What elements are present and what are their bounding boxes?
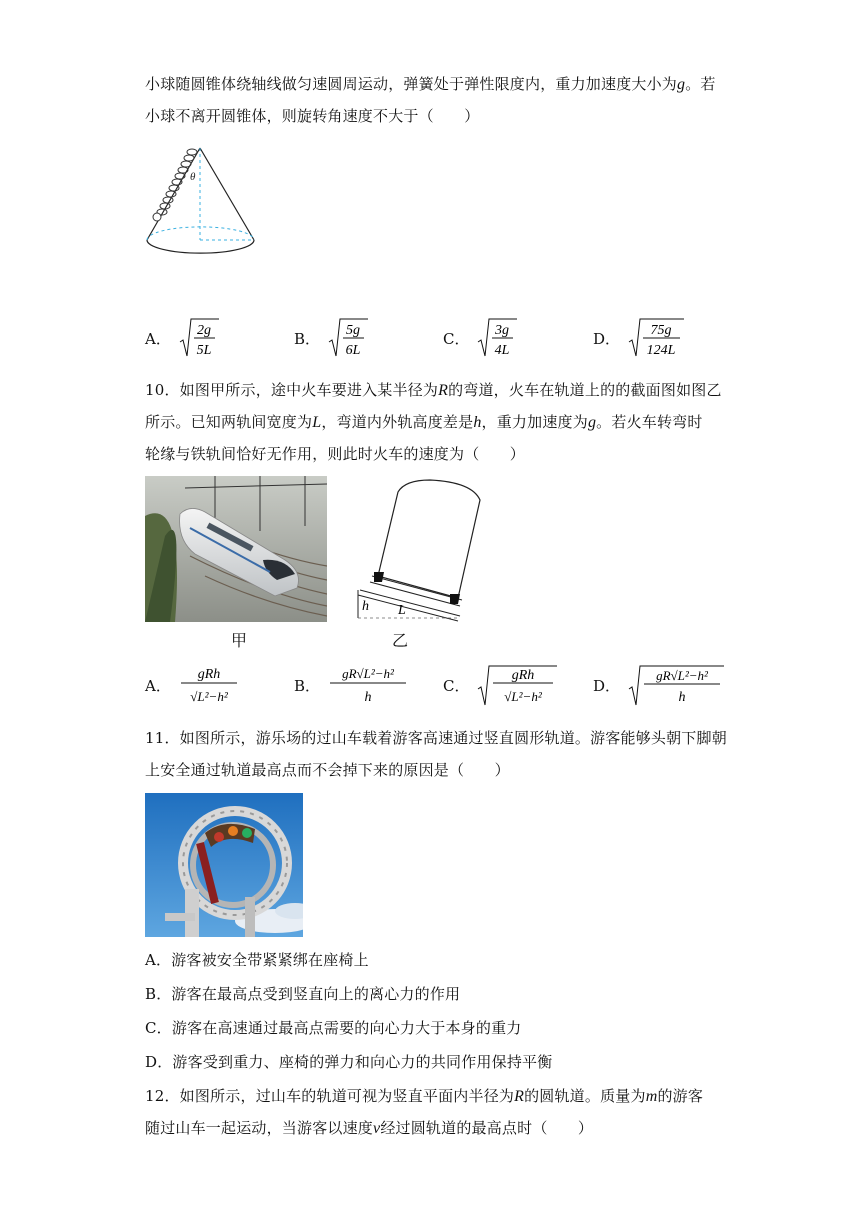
q9-stem-line1: 小球随圆锥体绕轴线做匀速圆周运动，弹簧处于弹性限度内，重力加速度大小为g。若 — [145, 75, 716, 93]
svg-text:75g: 75g — [650, 323, 672, 338]
roller-coaster-photo — [145, 793, 303, 937]
q11-stem-line2: 上安全通过轨道最高点而不会掉下来的原因是（ ） — [145, 761, 510, 779]
svg-text:4L: 4L — [495, 343, 510, 358]
svg-text:h: h — [364, 690, 372, 705]
q11-option-b[interactable]: B．游客在最高点受到竖直向上的离心力的作用 — [145, 985, 461, 1003]
q11-stem-line1: 11．如图所示，游乐场的过山车载着游客高速通过竖直圆形轨道。游客能够头朝下脚朝 — [145, 729, 727, 747]
q10-option-b[interactable]: B． gR√L²−h² h — [294, 666, 394, 705]
svg-text:gR√L²−h²: gR√L²−h² — [656, 668, 708, 683]
svg-text:124L: 124L — [646, 343, 676, 358]
h-label: h — [362, 599, 369, 614]
q10-stem-line1: 10．如图甲所示，途中火车要进入某半径为R的弯道，火车在轨道上的的截面图如图乙 — [145, 381, 722, 399]
L-label: L — [398, 603, 406, 618]
q12-stem-line2: 随过山车一起运动，当游客以速度v经过圆轨道的最高点时（ ） — [145, 1119, 594, 1137]
figure-label-yi: 乙 — [392, 631, 409, 650]
svg-text:√L²−h²: √L²−h² — [504, 689, 543, 704]
q9-option-b[interactable]: B． 5g 6L — [294, 316, 368, 360]
svg-text:√L²−h²: √L²−h² — [190, 689, 228, 704]
svg-text:3g: 3g — [495, 323, 510, 338]
q10-option-c[interactable]: C． gRh √L²−h² — [443, 663, 557, 707]
q10-stem-line3: 轮缘与铁轨间恰好无作用，则此时火车的速度为（ ） — [145, 445, 526, 463]
svg-text:5g: 5g — [346, 323, 361, 338]
cone-spring-figure — [140, 138, 265, 268]
svg-text:gRh: gRh — [197, 667, 221, 682]
q10-option-a[interactable]: A． gRh √L²−h² — [145, 667, 228, 704]
q9-stem-line2: 小球不离开圆锥体，则旋转角速度不大于（ ） — [145, 107, 480, 125]
q10-option-d[interactable]: D． gR√L²−h² h — [593, 663, 724, 707]
q11-option-c[interactable]: C．游客在高速通过最高点需要的向心力大于本身的重力 — [145, 1019, 522, 1037]
svg-text:6L: 6L — [345, 343, 361, 358]
svg-text:gRh: gRh — [512, 668, 535, 683]
svg-text:gR√L²−h²: gR√L²−h² — [342, 666, 394, 681]
svg-text:5L: 5L — [196, 343, 212, 358]
train-cross-section-diagram — [350, 478, 485, 628]
q11-option-a[interactable]: A．游客被安全带紧紧绑在座椅上 — [145, 951, 369, 969]
train-photo — [145, 476, 327, 622]
svg-text:2g: 2g — [196, 323, 211, 338]
figure-label-jia: 甲 — [231, 631, 248, 650]
q10-stem-line2: 所示。已知两轨间宽度为L，弯道内外轨高度差是h，重力加速度为g。若火车转弯时 — [145, 413, 703, 431]
angle-label: θ — [190, 171, 196, 183]
q11-option-d[interactable]: D．游客受到重力、座椅的弹力和向心力的共同作用保持平衡 — [145, 1053, 553, 1071]
q9-option-c[interactable]: C． 3g 4L — [443, 316, 517, 360]
q12-stem-line1: 12．如图所示，过山车的轨道可视为竖直平面内半径为R的圆轨道。质量为m的游客 — [145, 1087, 704, 1105]
q9-option-d[interactable]: D． 75g 124L — [593, 316, 684, 360]
q9-option-a[interactable]: A． 2g 5L — [145, 316, 219, 360]
svg-text:h: h — [678, 690, 686, 705]
